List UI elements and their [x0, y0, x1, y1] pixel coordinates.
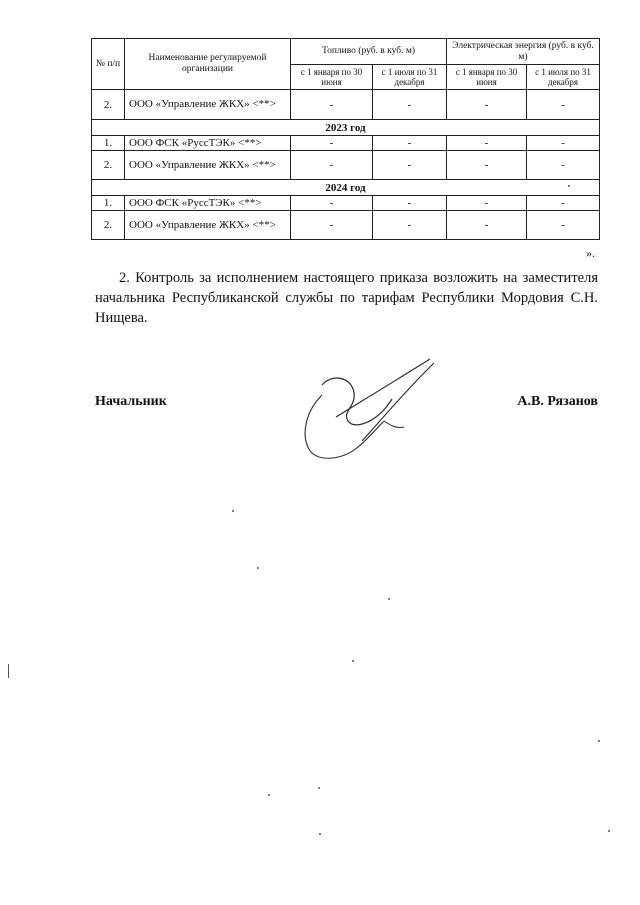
row-org: ООО ФСК «РуссТЭК» <**>	[125, 196, 291, 211]
cell-dash: -	[373, 90, 447, 120]
handwritten-signature	[292, 355, 442, 465]
cell-dash: -	[527, 151, 600, 180]
scan-speck	[318, 787, 320, 789]
cell-dash: -	[291, 196, 373, 211]
cell-dash: -	[291, 136, 373, 151]
row-num: 2.	[92, 90, 125, 120]
closing-quote: ».	[586, 246, 595, 260]
cell-dash: -	[527, 90, 600, 120]
table-row	[92, 151, 600, 180]
scan-speck	[568, 185, 570, 187]
header-num: № п/п	[92, 39, 125, 90]
cell-dash: -	[527, 196, 600, 211]
scan-speck	[257, 567, 259, 569]
row-num: 2.	[92, 211, 125, 240]
scan-speck	[608, 830, 610, 832]
scan-speck	[352, 660, 354, 662]
order-paragraph	[95, 268, 598, 328]
year-heading-2023: 2023 год	[92, 120, 600, 136]
cell-dash: -	[291, 211, 373, 240]
header-org: Наименование регулируемой организации	[125, 39, 291, 90]
signer-role: Начальник	[95, 394, 167, 409]
cell-dash: -	[291, 151, 373, 180]
cell-dash: -	[447, 90, 527, 120]
table-row	[92, 211, 600, 240]
year-heading-2024: 2024 год	[92, 180, 600, 196]
scan-speck	[388, 598, 390, 600]
table-row	[92, 196, 600, 211]
header-fuel-period2: с 1 июля по 31 декабря	[373, 65, 447, 90]
cell-dash: -	[447, 136, 527, 151]
header-fuel-period1: с 1 января по 30 июня	[291, 65, 373, 90]
header-energy: Электрическая энергия (руб. в куб. м)	[447, 39, 600, 65]
scan-edge-mark	[8, 664, 9, 678]
cell-dash: -	[447, 196, 527, 211]
tariff-table	[91, 38, 600, 240]
order-paragraph-text: 2. Контроль за исполнением настоящего приказа возложить на заместителя начальника Республиканской службы по тарифам Республики Мордовия С.Н. Нищева.	[95, 270, 598, 326]
table-row	[92, 136, 600, 151]
cell-dash: -	[291, 90, 373, 120]
scan-speck	[268, 794, 270, 796]
row-num: 1.	[92, 196, 125, 211]
header-energy-period2: с 1 июля по 31 декабря	[527, 65, 600, 90]
cell-dash: -	[373, 151, 447, 180]
cell-dash: -	[373, 211, 447, 240]
row-org: ООО «Управление ЖКХ» <**>	[125, 90, 291, 120]
header-fuel: Топливо (руб. в куб. м)	[291, 39, 447, 65]
signer-name: А.В. Рязанов	[517, 394, 598, 409]
header-energy-period1: с 1 января по 30 июня	[447, 65, 527, 90]
row-org: ООО «Управление ЖКХ» <**>	[125, 151, 291, 180]
scan-speck	[232, 510, 234, 512]
row-org: ООО «Управление ЖКХ» <**>	[125, 211, 291, 240]
row-org: ООО ФСК «РуссТЭК» <**>	[125, 136, 291, 151]
table-row	[92, 90, 600, 120]
cell-dash: -	[373, 196, 447, 211]
scan-speck	[598, 740, 600, 742]
cell-dash: -	[527, 136, 600, 151]
scan-speck	[319, 833, 321, 835]
cell-dash: -	[447, 211, 527, 240]
row-num: 2.	[92, 151, 125, 180]
cell-dash: -	[373, 136, 447, 151]
cell-dash: -	[447, 151, 527, 180]
row-num: 1.	[92, 136, 125, 151]
cell-dash: -	[527, 211, 600, 240]
